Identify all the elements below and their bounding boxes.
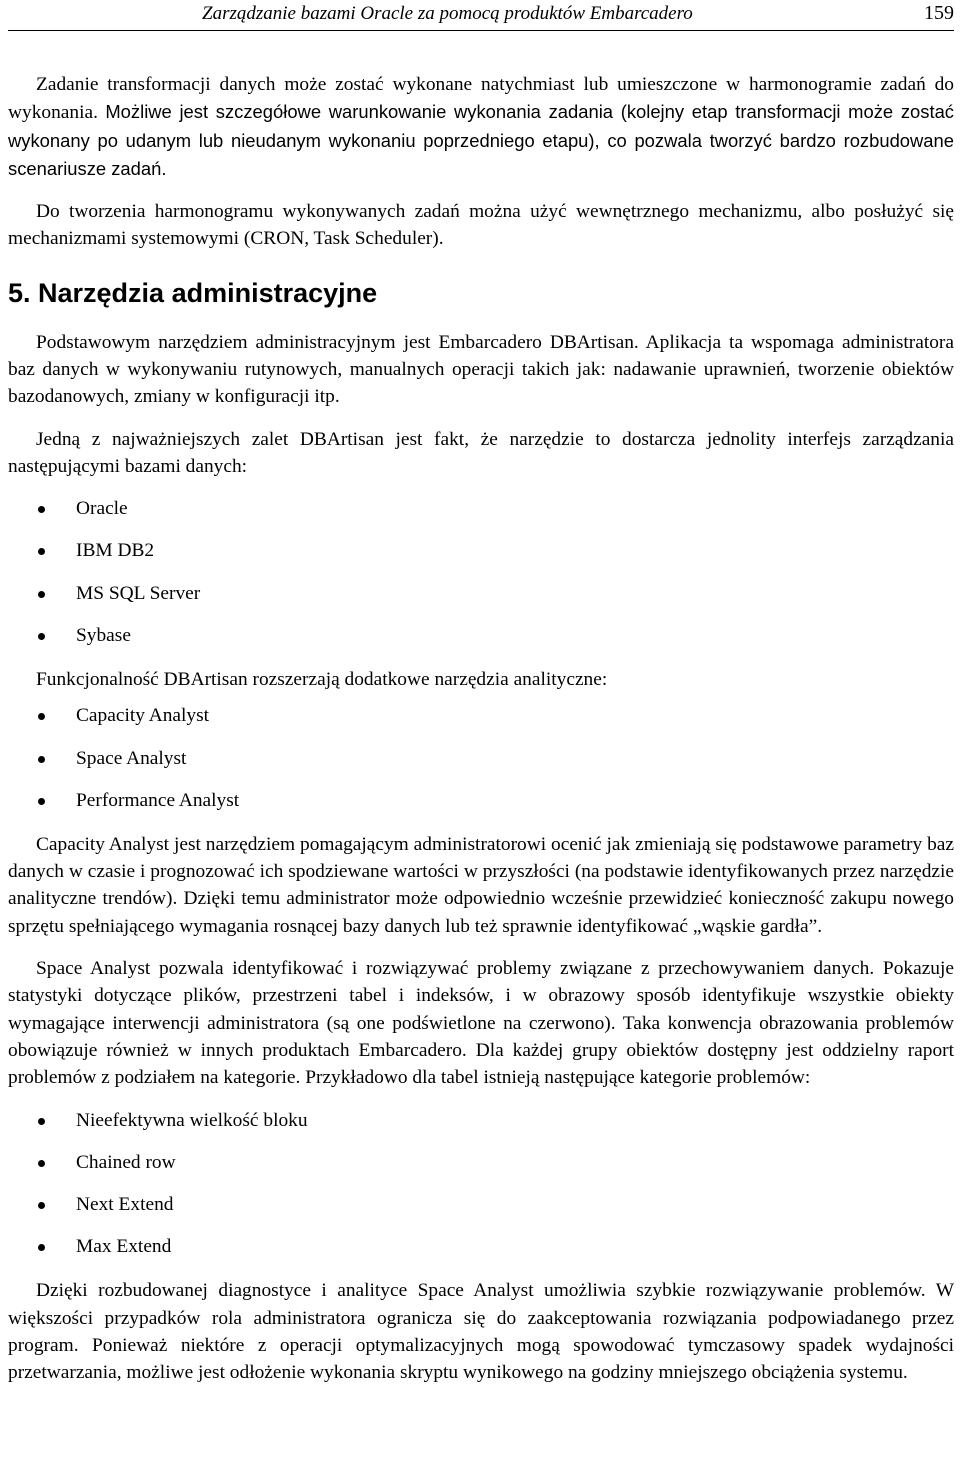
analyst-tools-list [8,702,954,829]
problem-categories-list [8,1107,954,1276]
list-item-label: Max Extend [76,1236,172,1258]
list-item [8,1107,954,1149]
list-item [8,622,954,664]
list-item-label: Nieefektywna wielkość bloku [76,1109,308,1131]
list-item-label: IBM DB2 [76,540,155,562]
page-header [8,0,954,31]
list-item [8,702,954,744]
bullet-icon [38,1118,45,1125]
list-item-label: Space Analyst [76,747,187,769]
list-item [8,537,954,579]
paragraph-dbartisan-interface: Jedną z najważniejszych zalet DBArtisan jest fakt, że narzędzie to dostarcza jednolity interfejs zarządzania następującymi bazami danych: [8,428,954,477]
page-number: 159 [924,2,954,24]
paragraph-analytic-tools: Funkcjonalność DBArtisan rozszerzają dodatkowe narzędzia analityczne: [36,669,608,691]
paragraph-space-analyst-diagnostics: Dzięki rozbudowanej diagnostyce i analityce Space Analyst umożliwia szybkie rozwiązywanie problemów. W większości przypadków rola administratora ogranicza się do zaakceptowania rozwiązania podpowiadanego przez program. Ponieważ niektóre z operacji optymalizacyjnych mogą spowodować tymczasowy spadek wydajności przetwarzania, możliwe jest odłożenie wykonania skryptu wynikowego na godziny mniejszego obciążenia systemu. [8,1280,954,1384]
page-content [8,31,954,1386]
paragraph-capacity-analyst: Capacity Analyst jest narzędziem pomagającym administratorowi ocenić jak zmieniają się podstawowe parametry baz danych w czasie i prognozować ich spodziewane wartości w przyszłości (na podstawie identyfikowanych przez narzędzie analityczne trendów). Dzięki temu administrator może odpowiednio wcześnie przewidzieć konieczność zakupu nowego sprzętu spełniającego wymagania rosnącej bazy danych lub też sprawnie identyfikować „wąskie gardła”. [8,833,954,937]
list-item-label: MS SQL Server [76,582,201,604]
bullet-icon [38,1244,45,1251]
list-item [8,745,954,787]
bullet-icon [38,633,45,640]
bullet-icon [38,756,45,763]
list-item-label: Capacity Analyst [76,705,210,727]
list-item [8,580,954,622]
bullet-icon [38,506,45,513]
list-item-label: Performance Analyst [76,789,240,811]
paragraph-part-serif: Zadanie transformacji danych może zostać wykonane natychmiast lub umieszczone w harmonogramie zadań do wykonania. [8,74,954,124]
list-item [8,1149,954,1191]
bullet-icon [38,1202,45,1209]
paragraph-part-sans: Możliwe jest szczegółowe warunkowanie wykonania zadania (kolejny etap transformacji może zostać wykonany po udanym lub nieudanym wykonaniu poprzedniego etapu), co pozwala tworzyć bardzo rozbudowane scenariusze zadań. [8,101,954,179]
list-item [8,1191,954,1233]
paragraph-transformation-scheduling [8,71,954,183]
bullet-icon [38,1160,45,1167]
section-heading: 5. Narzędzia administracyjne [8,277,378,308]
list-item-label: Chained row [76,1151,176,1173]
bullet-icon [38,548,45,555]
list-item-label: Next Extend [76,1193,174,1215]
list-item-label: Sybase [76,624,131,646]
database-list [8,495,954,664]
bullet-icon [38,713,45,720]
document-page [8,0,954,1401]
bullet-icon [38,798,45,805]
running-title: Zarządzanie bazami Oracle za pomocą produktów Embarcadero [202,3,693,24]
list-item [8,1233,954,1275]
paragraph-scheduler-mechanisms: Do tworzenia harmonogramu wykonywanych zadań można użyć wewnętrznego mechanizmu, albo posłużyć się mechanizmami systemowymi (CRON, Task Scheduler). [8,201,954,250]
bullet-icon [38,591,45,598]
list-item [8,495,954,537]
list-item [8,787,954,829]
paragraph-space-analyst: Space Analyst pozwala identyfikować i rozwiązywać problemy związane z przechowywaniem danych. Pokazuje statystyki dotyczące plików, przestrzeni tabel i indeksów, i w obrazowy sposób identyfikuje wszystkie obiekty wymagające interwencji administratora (są one podświetlone na czerwono). Taka konwencja obrazowania problemów obowiązuje również w innych produktach Embarcadero. Dla każdej grupy obiektów dostępny jest oddzielny raport problemów z podziałem na kategorie. Przykładowo dla tabel istnieją następujące kategorie problemów: [8,958,954,1089]
list-item-label: Oracle [76,498,128,520]
paragraph-dbartisan-intro: Podstawowym narzędziem administracyjnym jest Embarcadero DBArtisan. Aplikacja ta wspomaga administratora baz danych w wykonywaniu rutynowych, manualnych operacji takich jak: nadawanie uprawnień, tworzenie obiektów bazodanowych, zmiany w konfiguracji itp. [8,331,954,408]
